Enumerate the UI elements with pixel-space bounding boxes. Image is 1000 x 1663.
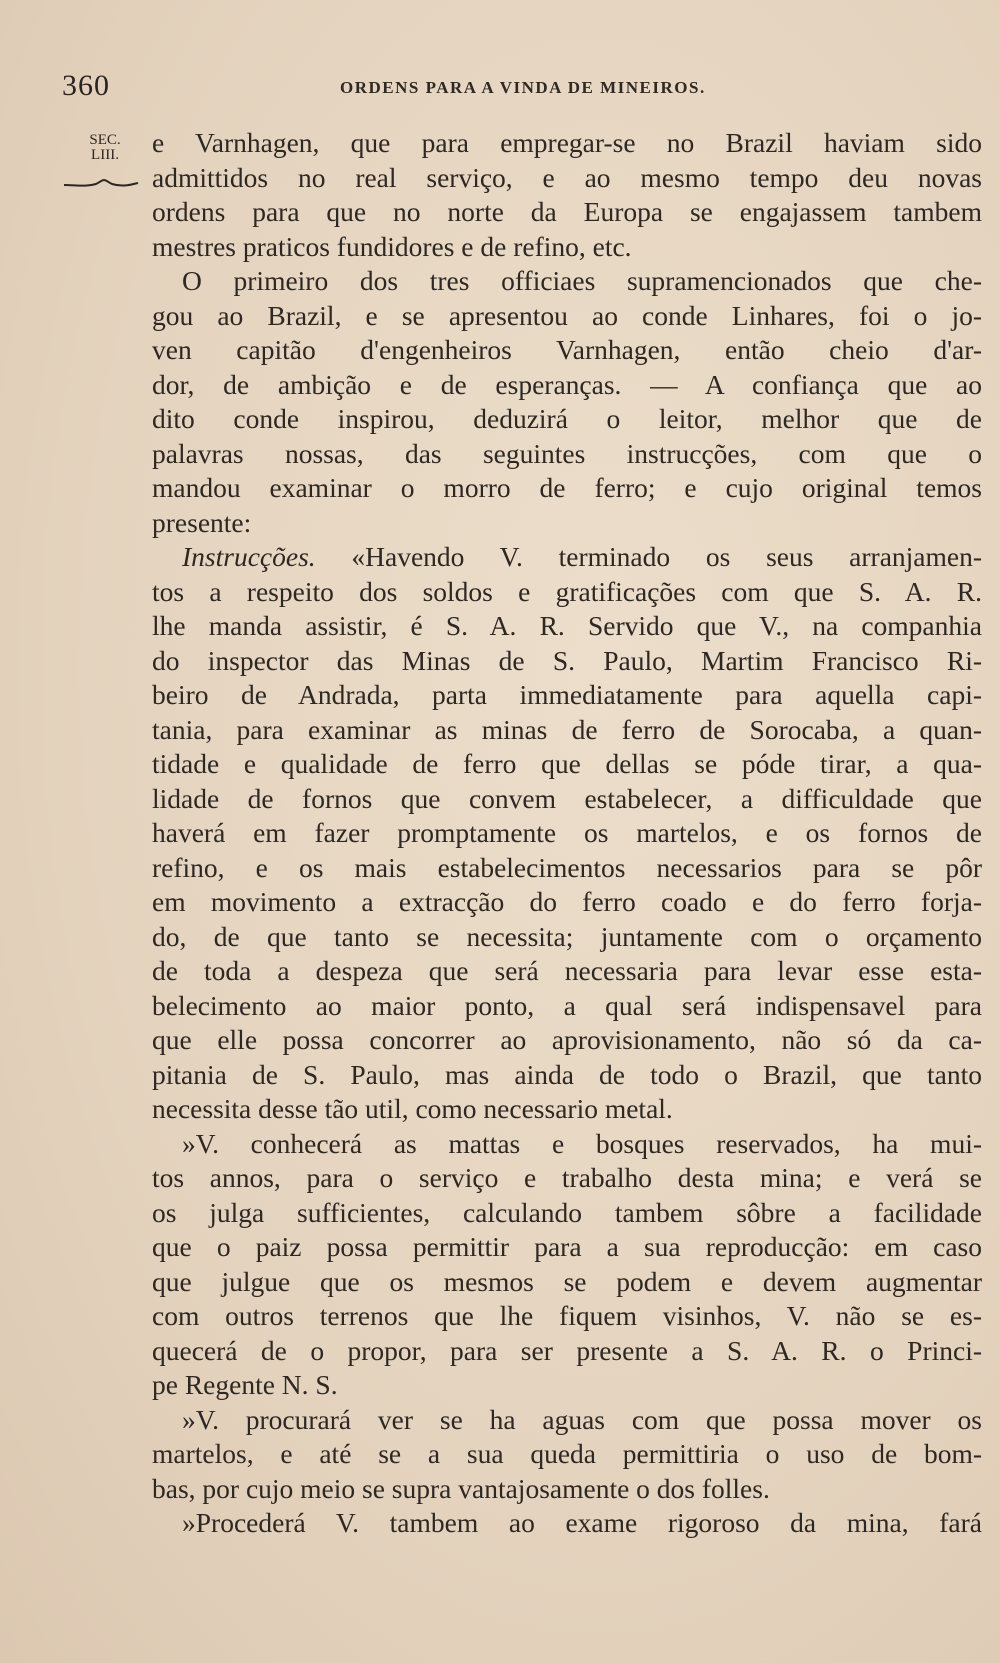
paragraph-2 [152,264,982,540]
text-line: que elle possa concorrer ao aprovisionamento, não só da ca- [152,1024,982,1055]
text-line: e Varnhagen, que para empregar-se no Brazil haviam sido [152,127,982,158]
text-line: bas, por cujo meio se supra vantajosamente o dos folles. [152,1472,770,1504]
text-line: »V. conhecerá as mattas e bosques reservados, ha mui- [182,1127,982,1159]
text-line: »V. procurará ver se ha aguas com que possa mover os [182,1403,982,1435]
text-line: mestres praticos fundidores e de refino, etc. [152,230,632,262]
text-line: ven capitão d'engenheiros Varnhagen, então cheio d'ar- [152,334,982,365]
text-line: refino, e os mais estabelecimentos necessarios para se pôr [152,851,982,883]
text-line: tos a respeito dos soldos e gratificações com que S. A. R. [152,575,982,607]
text-line: gou ao Brazil, e se apresentou ao conde Linhares, foi o jo- [152,299,982,331]
text-line: beiro de Andrada, parta immediatamente para aquella capi- [152,679,982,710]
text-line: dito conde inspirou, deduzirá o leitor, melhor que de [152,403,982,434]
paragraph-1 [152,126,982,264]
page-number: 360 [62,69,110,102]
text-line: ordens para que no norte da Europa se engajassem tambem [152,196,982,227]
page-header [62,68,942,108]
text-line: quecerá de o propor, para ser presente a S. A. R. o Princi- [152,1334,982,1366]
paragraph-4 [152,1127,982,1403]
text-line: presente: [152,506,252,538]
paragraph-6 [152,1506,982,1541]
text-line: em movimento a extracção do ferro coado e do ferro forja- [152,886,982,917]
text-line: lidade de fornos que convem estabelecer, a difficuldade que [152,782,982,814]
text-line: »Procederá V. tambem ao exame rigoroso da mina, fará [182,1507,982,1538]
paragraph-5 [152,1403,982,1507]
text-line: pe Regente N. S. [152,1369,338,1400]
text-line: que julgue que os mesmos se podem e devem augmentar [152,1265,982,1297]
text-line: com outros terrenos que lhe fiquem visinhos, V. não se es- [152,1300,982,1331]
section-number: LIII. [91,147,119,163]
body-text [152,126,982,1541]
running-head: ORDENS PARA A VINDA DE MINEIROS. [340,78,706,97]
text-line: martelos, e até se a sua queda permittiria o uso de bom- [152,1438,982,1469]
text-line: haverá em fazer promptamente os martelos, e os fornos de [152,817,982,848]
text-line: do, de que tanto se necessita; juntamente com o orçamento [152,920,982,952]
margin-brace-ornament [62,178,140,192]
text-line: palavras nossas, das seguintes instrucções, com que o [152,437,982,469]
text-line: admittidos no real serviço, e ao mesmo tempo deu novas [152,161,982,193]
text-line: necessita desse tão util, como necessario metal. [152,1093,673,1124]
text-line: lhe manda assistir, é S. A. R. Servido que V., na companhia [152,610,982,641]
instructions-heading: Instrucções. [182,541,316,572]
text-fragment: «Havendo V. terminado os seus arranjamen- [315,541,982,572]
text-line: tania, para examinar as minas de ferro de Sorocaba, a quan- [152,713,982,745]
text-line: belecimento ao maior ponto, a qual será indispensavel para [152,989,982,1021]
section-margin-note [74,132,136,164]
section-label: SEC. [89,132,121,148]
text-line: que o paiz possa permittir para a sua reproducção: em caso [152,1231,982,1262]
text-line: mandou examinar o morro de ferro; e cujo original temos [152,472,982,503]
text-line: tidade e qualidade de ferro que dellas se póde tirar, a qua- [152,748,982,779]
text-line: O primeiro dos tres officiaes supramencionados que che- [182,265,982,296]
text-line: os julga sufficientes, calculando tambem sôbre a facilidade [152,1196,982,1228]
text-line [152,540,982,575]
paragraph-3-instructions [152,540,982,1127]
text-line: do inspector das Minas de S. Paulo, Martim Francisco Ri- [152,644,982,676]
text-line: tos annos, para o serviço e trabalho desta mina; e verá se [152,1162,982,1193]
text-line: dor, de ambição e de esperanças. — A confiança que ao [152,368,982,400]
text-line: de toda a despeza que será necessaria para levar esse esta- [152,955,982,986]
text-line: pitania de S. Paulo, mas ainda de todo o Brazil, que tanto [152,1058,982,1090]
